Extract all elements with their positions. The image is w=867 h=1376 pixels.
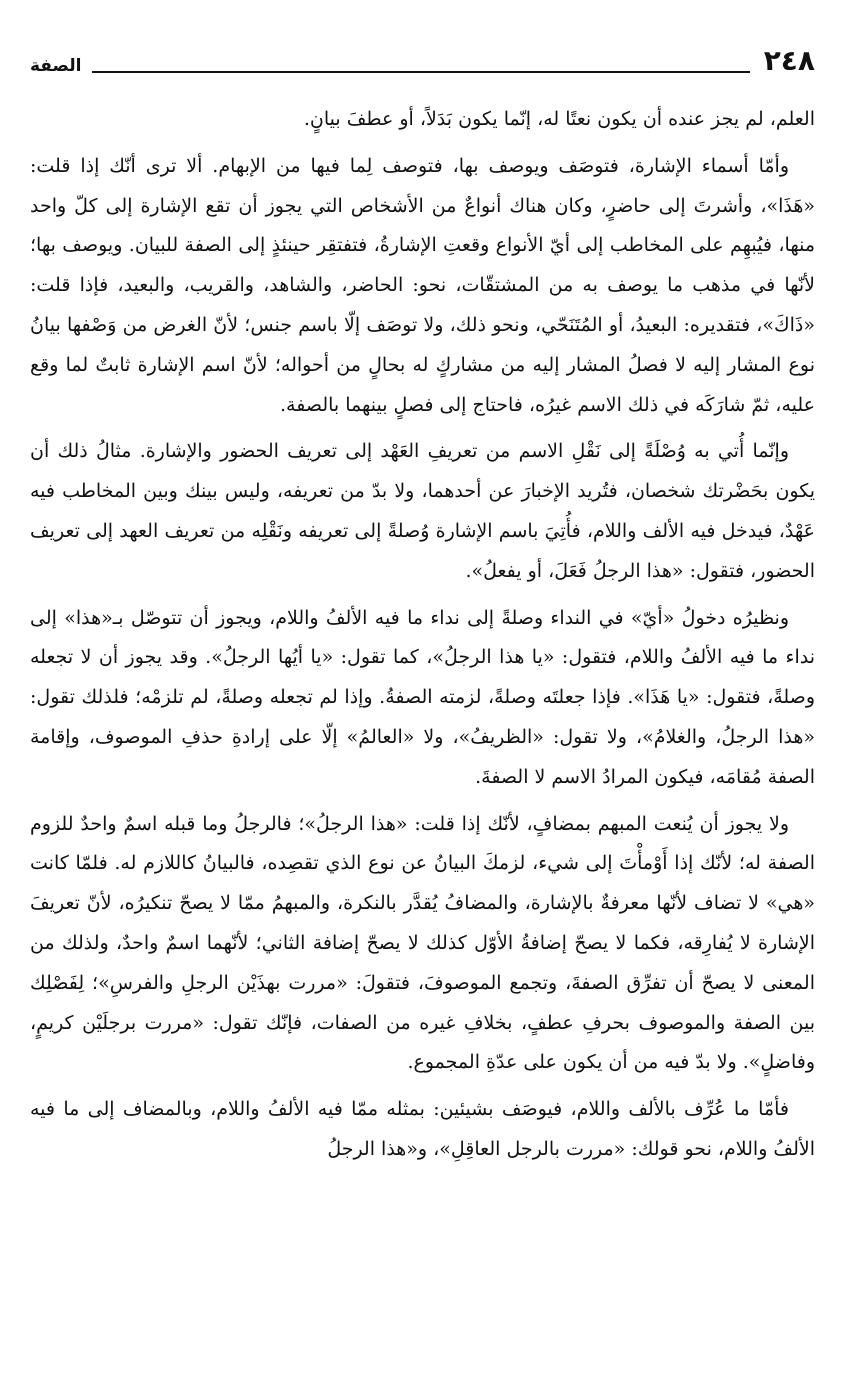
paragraph: وإنّما أُتي به وُصْلَةً إلى نَقْلِ الاسم من تعريفِ العَهْد إلى تعريف الحضور والإشارة. مثالُ ذلك أن يكون بحَضْرتك شخصان، فتُريد الإخبارَ عن أحدهما، ولا بدّ من تعريفه، وليس بينك وبين المخاطب فيه عَهْدٌ، فيدخل فيه الألف واللام، فأُتِيَ باسم الإشارة وُصلةً إلى تعريفه ونَقْلِه من تعريف العهد إلى تعريف الحضور، فتقول: «هذا الرجلُ فَعَلَ، أو يفعلُ». — [30, 440, 815, 582]
section-title: الصفة — [30, 56, 82, 76]
paragraph: ولا يجوز أن يُنعت المبهم بمضافٍ، لأنّك إذا قلت: «هذا الرجلُ»؛ فالرجلُ وما قبله اسمٌ واحدٌ للزوم الصفة له؛ لأنّك إذا أَوْمأْتَ إلى شيء، لزمكَ البيانُ عن نوع الذي تقصِده، فالبيانُ كاللازم له. فلمّا كانت «هي» لا تضاف لأنّها معرفةٌ بالإشارة، والمضافُ يُقدَّر بالنكرة، والمبهمُ ممّا لا يصحّ تنكيرُه، لأنّ تعريفَ الإشارة لا يُفارِقه، فكما لا يصحّ إضافةُ الأوّل كذلك لا يصحّ إضافة الثاني؛ لأنّهما اسمٌ واحدٌ، ولذلك من المعنى لا يصحّ أن تفرِّق الصفةَ، وتجمع الموصوفَ، فتقولَ: «مررت بهذَيْن الرجلِ والفرسِ»؛ لِفَصْلِك بين الصفة والموصوف بحرفِ عطفٍ، بخلافِ غيره من الصفات، فإنّك تقول: «مررت برجلَيْن كريمٍ، وفاضلٍ». ولا بدّ فيه من أن يكون على عدّةِ المجموع. — [30, 812, 815, 1074]
paragraph: وأمّا أسماء الإشارة، فتوصَف ويوصف بها، فتوصف لِما فيها من الإبهام. ألا ترى أنّك إذا قلت: «هَذَا»، وأشرتَ إلى حاضرٍ، وكان هناك أنواعٌ من الأشخاص التي يجوز أن تقع الإشارة إلى كلّ واحد منها، فيُبهِم على المخاطب إلى أيّ الأنواع وقعتِ الإشارةُ، فتفتقِر حينئذٍ إلى الصفة للبيان. ويوصف بها؛ لأنّها في مذهب ما يوصف به من المشتقّات، نحو: الحاضر، والشاهد، والقريب، والبعيد، فإذا قلت: «ذَاكَ»، فتقديره: البعيدُ، أو المُتَنَحّي، ونحو ذلك، ولا توصَف إلّا باسم جنس؛ لأنّ الغرض من وَصْفها بيانُ نوع المشار إليه لا فصلُ المشار إليه من مشاركٍ له بحالٍ من أحواله؛ لأنّ اسم الإشارة ثابتٌ لما وقع عليه، ثمّ شارَكَه في ذلك الاسم غيرُه، فاحتاج إلى فصلٍ بينهما بالصفة. — [30, 154, 815, 416]
running-header — [30, 36, 815, 76]
header-rule — [92, 71, 750, 73]
body-text — [30, 100, 815, 1360]
paragraph: ونظيرُه دخولُ «أيّ» في النداء وصلةً إلى نداء ما فيه الألفُ واللام، ويجوز أن تتوصّل بـ«هذا» إلى نداء ما فيه الألفُ واللام، فتقول: «يا هذا الرجلُ»، كما تقول: «يا أيُها الرجلُ». وقد يجوز أن لا تجعله وصلةً، فتقول: «يا هَذَا». فإذا جعلتَه وصلةً، لزمته الصفةُ. وإذا لم تجعله وصلةً، لم تلزمْه؛ فلذلك تقول: «هذا الرجلُ، والغلامُ»، ولا تقول: «الظريفُ»، ولا «العالمُ» إلّا على إرادةِ حذفِ الموصوف، وإقامة الصفة مُقامَه، فيكون المرادُ الاسم لا الصفةَ. — [30, 606, 815, 788]
paragraph: فأمّا ما عُرِّف بالألف واللام، فيوصَف بشيئين: بمثله ممّا فيه الألفُ واللام، وبالمضاف إلى ما فيه الألفُ واللام، نحو قولك: «مررت بالرجل العاقِلِ»، و«هذا الرجلُ — [30, 1098, 815, 1160]
page-number: ٢٤٨ — [763, 44, 815, 77]
paragraph: العلم، لم يجز عنده أن يكون نعتًا له، إنّما يكون بَدَلاً، أو عطفَ بيانٍ. — [303, 108, 815, 130]
